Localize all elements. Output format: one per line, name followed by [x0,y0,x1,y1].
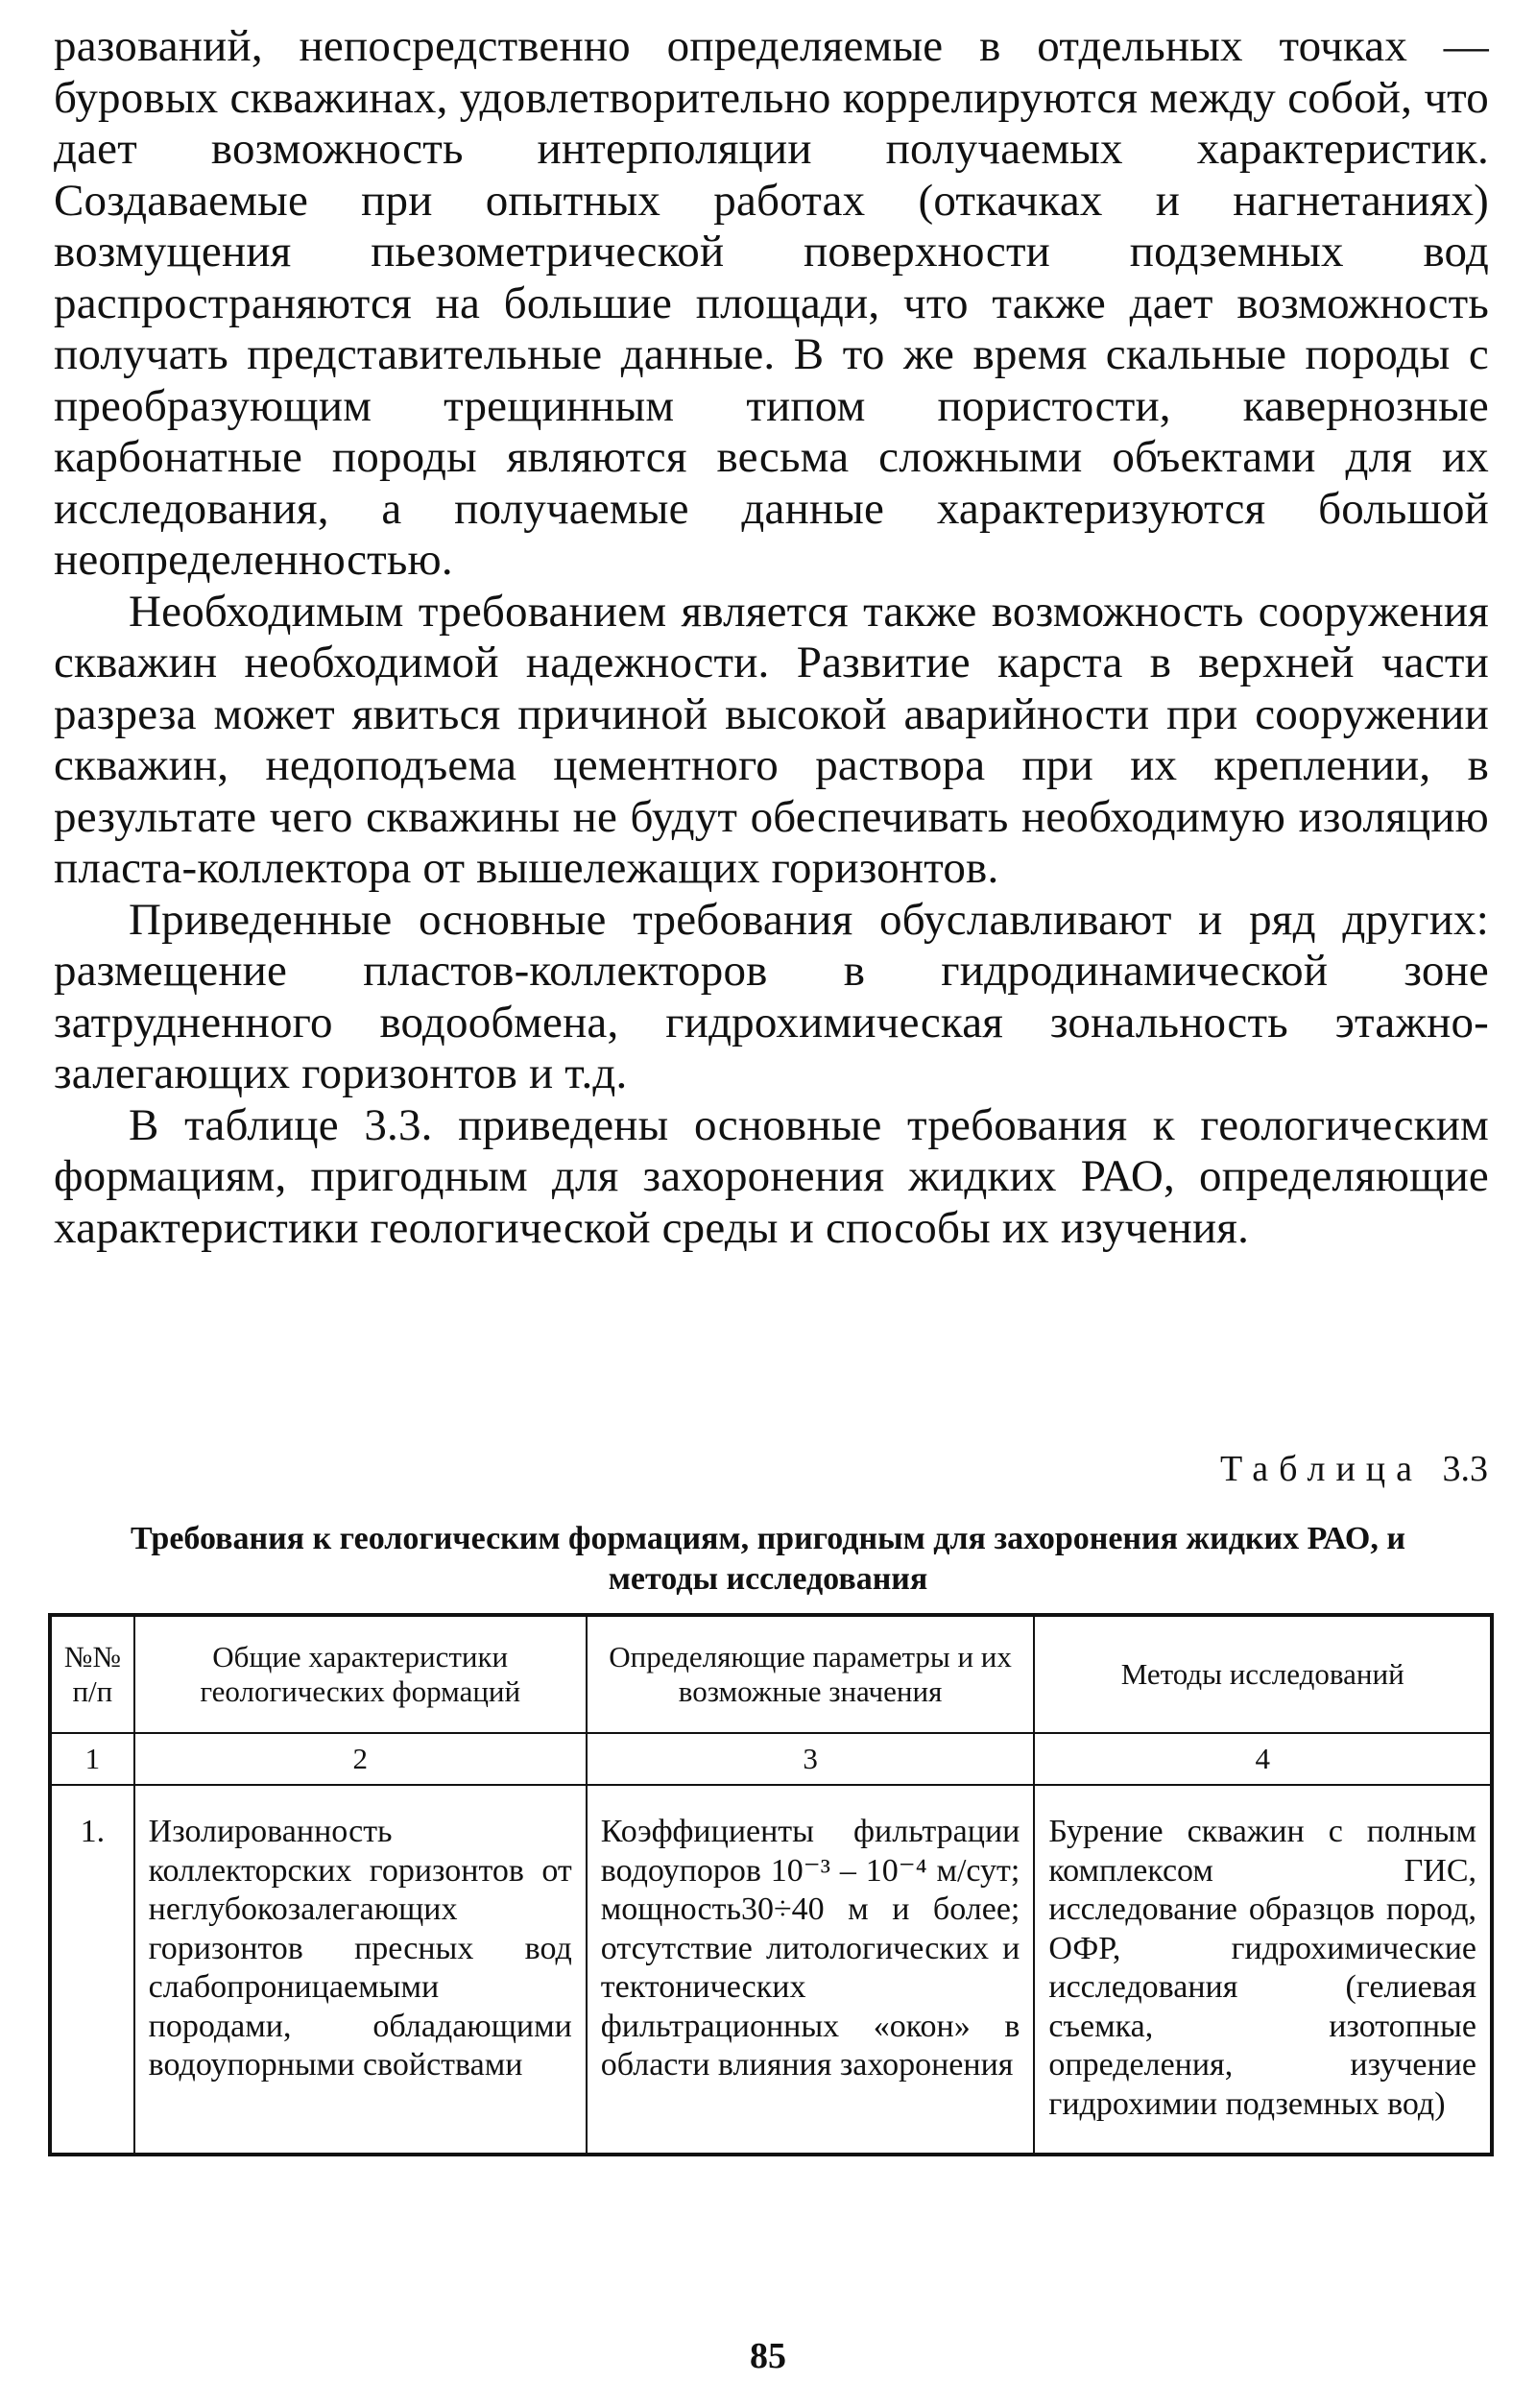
paragraph-3: Приведенные основные требования обуславливают и ряд других: размещение пластов-коллекторов в гидродинамической зоне затрудненного водообмена, гидрохимическая зональность этажно-залегающих горизонтов и т.д. [54,894,1489,1098]
header-characteristics: Общие характеристики геологических формаций [134,1615,587,1733]
paragraph-2: Необходимым требованием является также возможность сооружения скважин необходимой надежности. Развитие карста в верхней части разреза может явиться причиной высокой аварийности при сооружении скважин, недоподъема цементного раствора при их креплении, в результате чего скважины не будут обеспечивать необходимую изоляцию пласта-коллектора от вышележащих горизонтов. [54,586,1489,893]
column-number: 3 [587,1733,1035,1785]
paragraph-1: разований, непосредственно определяемые в отдельных точках — буровых скважинах, удовлетворительно коррелируются между собой, что дает возможность интерполяции получаемых характеристик. Создаваемые при опытных работах (откачках и нагнетаниях) возмущения пьезометрической поверхности подземных вод распространяются на большие площади, что также дает возможность получать представительные данные. В то же время скальные породы с преобразующим трещинным типом пористости, кавернозные карбонатные породы являются весьма сложными объектами для их исследования, а получаемые данные характеризуются большой неопределенностью. [54,21,1489,585]
header-parameters: Определяющие параметры и их возможные значения [587,1615,1035,1733]
page-number: 85 [750,2336,786,2376]
row-parameters: Коэффициенты фильтрации водоупоров 10⁻³ – 10⁻⁴ м/сут; мощность30÷40 м и более; отсутствие литологических и тектонических фильтрационных «окон» в области влияния захоронения [587,1785,1035,2155]
paragraph-4: В таблице 3.3. приведены основные требования к геологическим формациям, пригодным для захоронения жидких РАО, определяющие характеристики геологической среды и способы их изучения. [54,1099,1489,1253]
column-number: 4 [1034,1733,1492,1785]
table-column-numbers-row [50,1733,1492,1785]
table-label-word: Таблица [1219,1449,1423,1489]
table-label [1220,1448,1488,1490]
requirements-table [48,1613,1494,2156]
body-text [54,21,1489,1254]
row-methods: Бурение скважин с полным комплексом ГИС, исследование образцов пород, ОФР, гидрохимические исследования (гелиевая съемка, изотопные определения, изучение гидрохимии подземных вод) [1034,1785,1492,2155]
table-title: Требования к геологическим формациям, пригодным для захоронения жидких РАО, и методы исследования [131,1521,1405,1597]
header-number: №№ п/п [50,1615,134,1733]
column-number: 2 [134,1733,587,1785]
table-row [50,1785,1492,2155]
column-number: 1 [50,1733,134,1785]
header-methods: Методы исследований [1034,1615,1492,1733]
table-label-number: 3.3 [1442,1449,1488,1489]
row-characteristic: Изолированность коллекторских горизонтов от неглубокозалегающих горизонтов пресных вод слабопроницаемыми породами, обладающими водоупорными свойствами [134,1785,587,2155]
table-header-row [50,1615,1492,1733]
row-number: 1. [50,1785,134,2155]
